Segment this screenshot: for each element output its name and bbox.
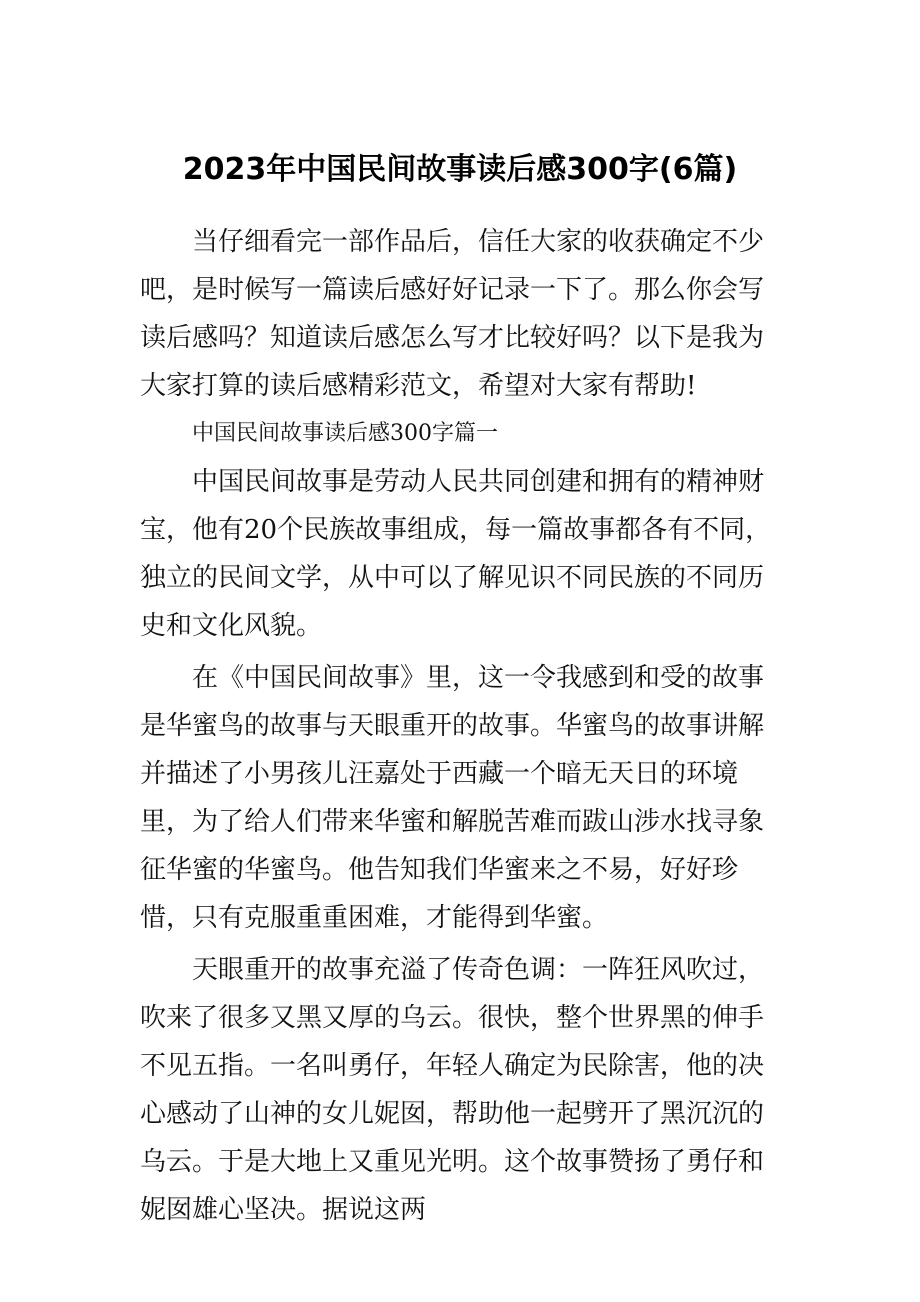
body-paragraph: 天眼重开的故事充溢了传奇色调：一阵狂风吹过，吹来了很多又黑又厚的乌云。很快，整个世界黑的伸手不见五指。一名叫勇仔，年轻人确定为民除害，他的决心感动了山神的女儿妮囡，帮助他一起劈开了黑沉沉的乌云。于是大地上又重见光明。这个故事赞扬了勇仔和妮囡雄心坚决。据说这两 bbox=[140, 955, 765, 1225]
body-paragraph: 中国民间故事是劳动人民共同创建和拥有的精神财宝，他有20个民族故事组成，每一篇故事都各有不同，独立的民间文学，从中可以了解见识不同民族的不同历史和文化风貌。 bbox=[140, 467, 772, 641]
document-body bbox=[140, 218, 782, 1234]
intro-paragraph: 当仔细看完一部作品后，信任大家的收获确定不少吧，是时候写一篇读后感好好记录一下了。那么你会写读后感吗？知道读后感怎么写才比较好吗？以下是我为大家打算的读后感精彩范文，希望对大家有帮助! bbox=[140, 227, 765, 401]
section-heading: 中国民间故事读后感300字篇一 bbox=[192, 421, 498, 446]
body-paragraph: 在《中国民间故事》里，这一令我感到和受的故事是华蜜鸟的故事与天眼重开的故事。华蜜鸟的故事讲解并描述了小男孩儿汪嘉处于西藏一个暗无天日的环境里，为了给人们带来华蜜和解脱苦难而跋山涉水找寻象征华蜜的华蜜鸟。他告知我们华蜜来之不易，好好珍惜，只有克服重重困难，才能得到华蜜。 bbox=[140, 663, 765, 933]
document-title: 2023年中国民间故事读后感300字(6篇) bbox=[182, 152, 738, 187]
